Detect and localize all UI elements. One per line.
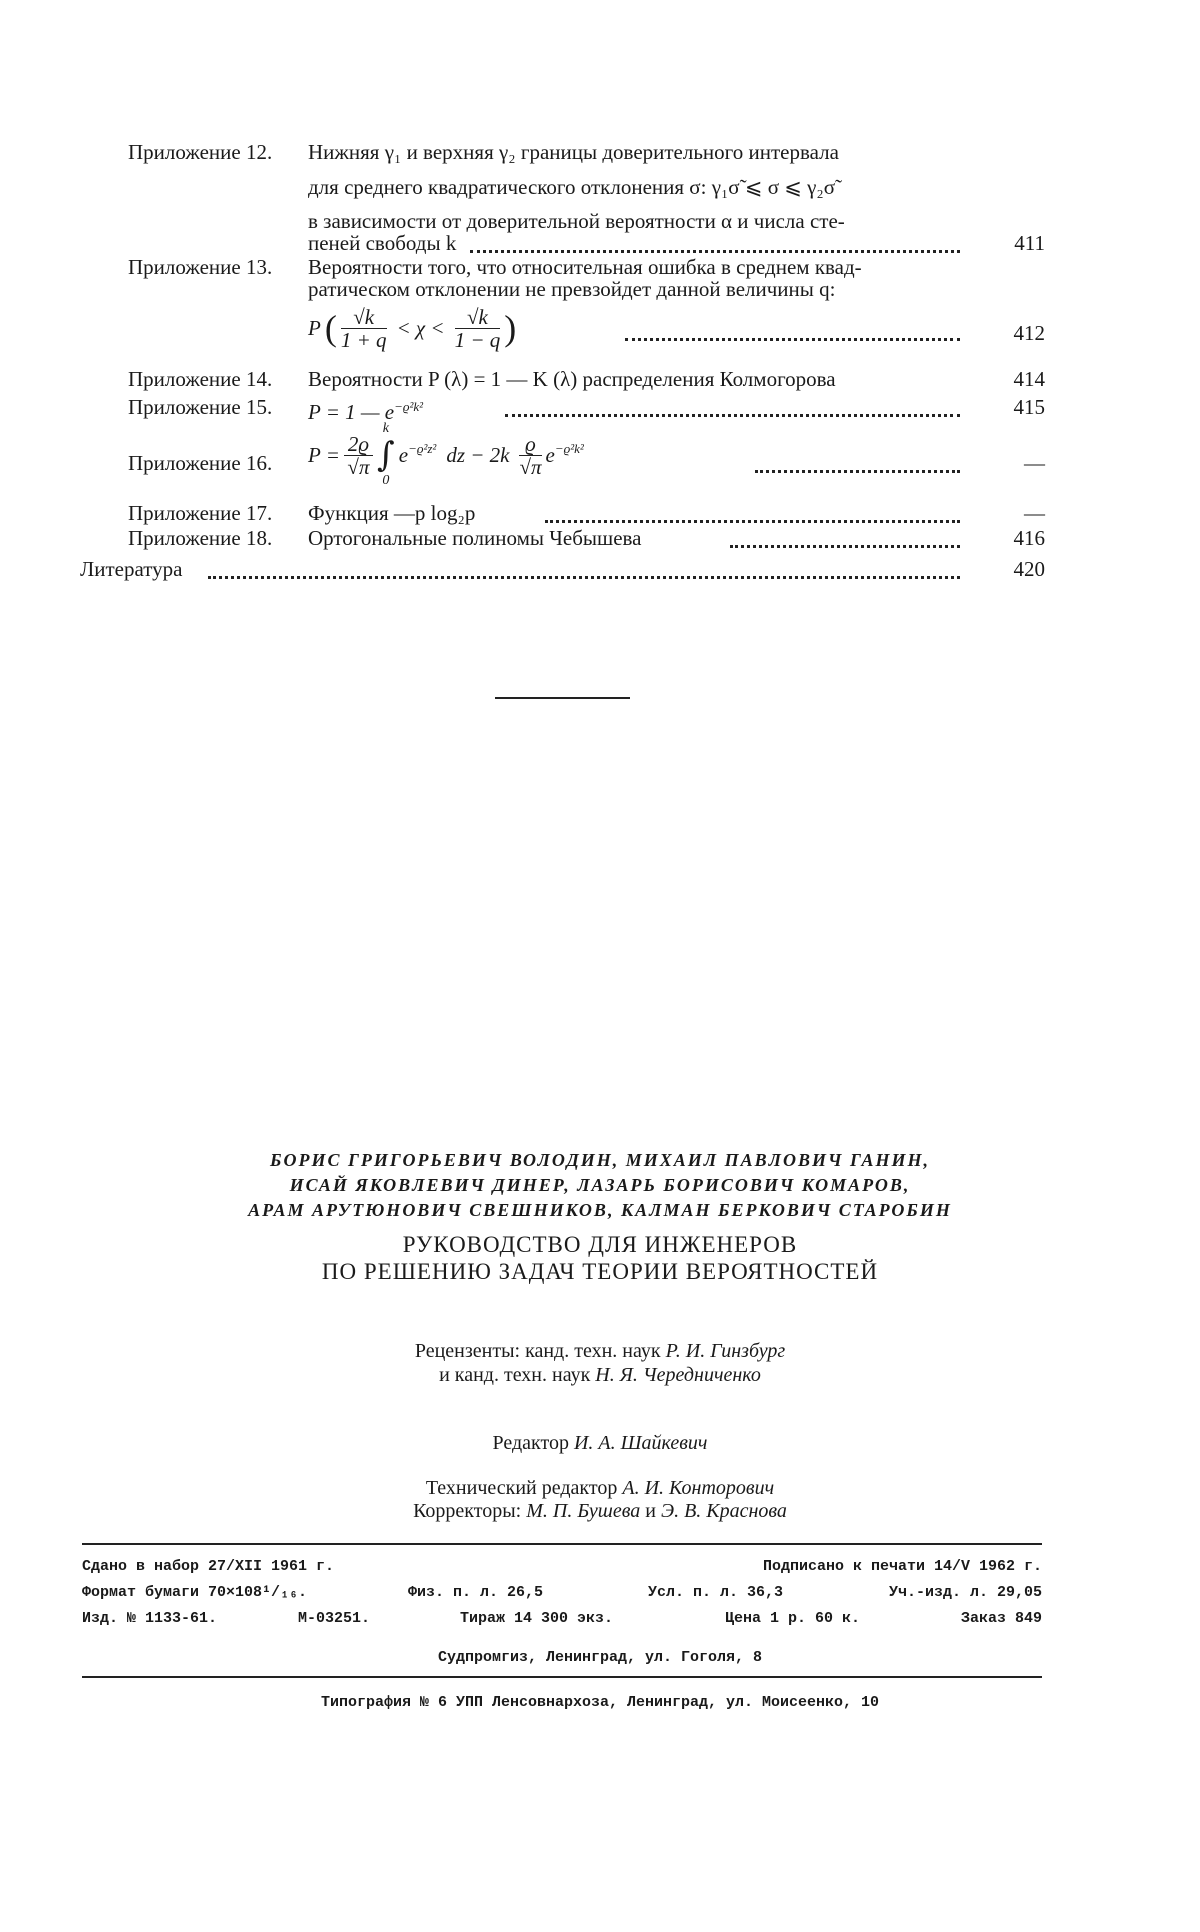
editor-prefix: Редактор — [492, 1432, 569, 1454]
formula-left-num: √k — [341, 306, 387, 329]
reviewers-line-1 — [0, 1340, 1200, 1363]
toc-13-formula — [308, 300, 516, 356]
formula16-den-1: √π — [347, 454, 370, 479]
toc-12-line-4: пеней свободы k — [308, 231, 457, 255]
reviewers-prefix-1: Рецензенты: канд. техн. наук — [414, 1340, 661, 1362]
imprint-phys-sheets: Физ. п. л. 26,5 — [408, 1584, 544, 1601]
toc-label-18: Приложение 18. — [128, 526, 273, 550]
imprint-bottom-rule — [82, 1676, 1042, 1678]
toc-18-text: Ортогональные полиномы Чебышева — [308, 526, 642, 550]
toc-literature-leader — [208, 576, 960, 579]
toc-13-line-1: Вероятности того, что относительная ошибка в среднем квад- — [308, 255, 862, 279]
toc-12-page: 411 — [1014, 231, 1045, 255]
correctors-joiner: и — [645, 1500, 656, 1522]
toc-15-formula — [308, 396, 423, 423]
toc-label-13: Приложение 13. — [128, 255, 273, 279]
toc-12-line-1: Нижняя γ₁ и верхняя γ₂ границы доверительного интервала — [308, 140, 839, 164]
reviewers-prefix-2: и канд. техн. наук — [439, 1364, 591, 1386]
toc-15-sup: −ϱ²k² — [394, 399, 424, 414]
formula16-integral — [377, 422, 395, 488]
toc-label-14: Приложение 14. — [128, 367, 273, 391]
correctors-prefix: Корректоры: — [413, 1500, 522, 1522]
authors-line-3: АРАМ АРУТЮНОВИЧ СВЕШНИКОВ, КАЛМАН БЕРКОВИЧ СТАРОБИН — [248, 1200, 952, 1220]
formula16-num-2: ϱ — [519, 433, 541, 456]
formula-right-num: √k — [455, 306, 501, 329]
toc-16-leader — [755, 470, 960, 473]
formula-p: P — [308, 316, 321, 340]
formula16-tail: e — [545, 443, 555, 467]
formula-middle: < χ < — [396, 316, 445, 340]
formula16-fraction-2 — [519, 433, 541, 478]
editor-name: И. А. Шайкевич — [573, 1432, 708, 1454]
toc-12-line-3: в зависимости от доверительной вероятности α и числа сте- — [308, 209, 845, 233]
toc-12-leader — [470, 250, 960, 253]
imprint-signed: Подписано к печати 14/V 1962 г. — [762, 1558, 1042, 1575]
formula16-tail-sup: −ϱ²k² — [554, 441, 584, 456]
separator-line — [495, 697, 630, 699]
formula16-integrand: e — [398, 443, 409, 467]
imprint-printer: Типография № 6 УПП Ленсовнархоза, Ленинград, ул. Моисеенко, 10 — [320, 1694, 880, 1711]
toc-14-text: Вероятности P (λ) = 1 — K (λ) распределения Колмогорова — [308, 367, 836, 391]
toc-literature: Литература — [80, 557, 183, 581]
toc-17-leader — [545, 520, 960, 523]
toc-14-page: 414 — [1013, 367, 1045, 391]
imprint-print-run: Тираж 14 300 экз. — [460, 1610, 614, 1627]
imprint-edition-no: Изд. № 1133-61. — [82, 1610, 218, 1627]
corrector-1: М. П. Бушева — [526, 1500, 641, 1522]
formula16-den-2: √π — [519, 454, 542, 479]
imprint-paper-format: Формат бумаги 70×108¹/₁₆. — [82, 1584, 308, 1601]
toc-13-page: 412 — [1013, 321, 1045, 345]
toc-15-page: 415 — [1013, 395, 1045, 419]
reviewers-line-2 — [0, 1364, 1200, 1387]
tech-editor-name: А. И. Конторович — [622, 1477, 775, 1499]
reviewer-1: Р. И. Гинзбург — [665, 1340, 786, 1362]
formula16-num-1: 2ϱ — [344, 433, 373, 456]
formula-left-fraction — [341, 306, 387, 351]
toc-18-page: 416 — [1013, 526, 1045, 550]
imprint-code: М-03251. — [298, 1610, 371, 1627]
imprint-top-rule — [82, 1543, 1042, 1545]
formula-left-den: 1 + q — [340, 327, 387, 352]
imprint-price: Цена 1 р. 60 к. — [725, 1610, 861, 1627]
toc-13-leader — [625, 338, 960, 341]
formula16-lhs: P = — [308, 443, 340, 467]
authors-line-1: БОРИС ГРИГОРЬЕВИЧ ВОЛОДИН, МИХАИЛ ПАВЛОВИЧ ГАНИН, — [270, 1150, 930, 1170]
tech-editor-prefix: Технический редактор — [425, 1477, 618, 1499]
toc-label-17: Приложение 17. — [128, 501, 273, 525]
toc-17-page: — — [1024, 501, 1045, 525]
formula-right-fraction — [455, 306, 501, 351]
toc-label-12: Приложение 12. — [128, 140, 273, 164]
authors-line-2: ИСАЙ ЯКОВЛЕВИЧ ДИНЕР, ЛАЗАРЬ БОРИСОВИЧ КОМАРОВ, — [289, 1175, 911, 1195]
formula16-dz: dz − 2k — [446, 443, 510, 467]
corrector-2: Э. В. Краснова — [660, 1500, 787, 1522]
toc-12-line-2: для среднего квадратического отклонения σ: γ₁σ̃ ⩽ σ ⩽ γ₂σ̃ — [308, 175, 836, 199]
formula-right-den: 1 − q — [454, 327, 501, 352]
toc-label-15: Приложение 15. — [128, 395, 273, 419]
correctors-line — [0, 1500, 1200, 1523]
toc-label-16: Приложение 16. — [128, 451, 273, 475]
tech-editor-line — [0, 1477, 1200, 1500]
imprint-order: Заказ 849 — [960, 1610, 1042, 1627]
toc-literature-page: 420 — [1013, 557, 1045, 581]
imprint-publisher: Судпромгиз, Ленинград, ул. Гоголя, 8 — [437, 1649, 763, 1666]
toc-15-leader — [505, 414, 960, 417]
reviewer-2: Н. Я. Чередниченко — [595, 1364, 761, 1386]
formula16-fraction-1 — [344, 433, 373, 478]
toc-15-text: P = 1 — e — [308, 400, 395, 424]
toc-16-formula — [308, 420, 584, 490]
editor-line — [0, 1432, 1200, 1455]
imprint-submitted: Сдано в набор 27/XII 1961 г. — [82, 1558, 335, 1575]
toc-16-page: — — [1024, 451, 1045, 475]
formula16-int-upper: k — [382, 421, 389, 436]
formula16-int-lower: 0 — [382, 473, 390, 488]
formula-paren-close: ) — [504, 308, 517, 348]
imprint-pub-sheets: Уч.-изд. л. 29,05 — [888, 1584, 1042, 1601]
toc-13-line-2: ратическом отклонении не превзойдет данной величины q: — [308, 277, 836, 301]
imprint-cond-sheets: Усл. п. л. 36,3 — [648, 1584, 784, 1601]
book-title-line-1: РУКОВОДСТВО ДЛЯ ИНЖЕНЕРОВ — [402, 1232, 798, 1257]
toc-18-leader — [730, 545, 960, 548]
toc-17-text: Функция —p log₂p — [308, 501, 476, 525]
book-title-line-2: ПО РЕШЕНИЮ ЗАДАЧ ТЕОРИИ ВЕРОЯТНОСТЕЙ — [321, 1259, 879, 1284]
integral-icon: ∫ — [377, 435, 395, 475]
formula-paren-open: ( — [324, 308, 337, 348]
formula16-integrand-sup: −ϱ²z² — [408, 441, 437, 456]
